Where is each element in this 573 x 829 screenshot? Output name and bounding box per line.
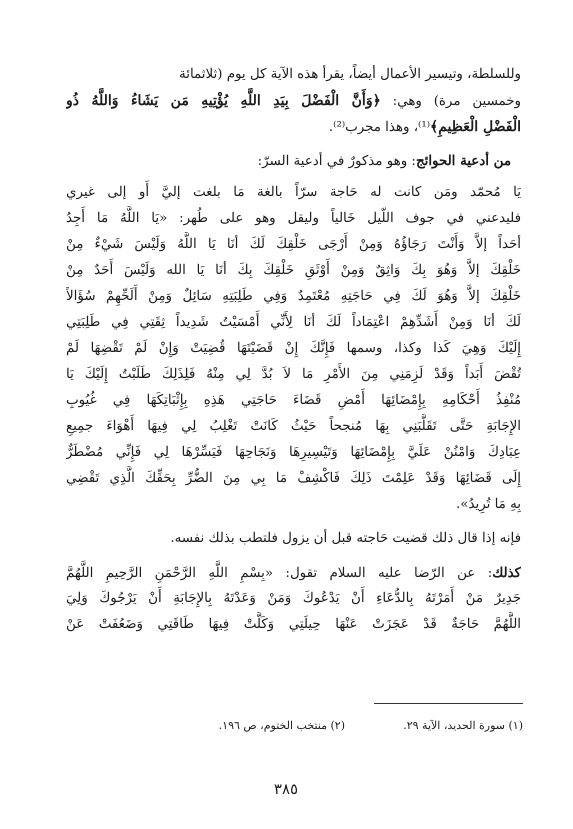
footnote-2: (٢) منتخب الختوم، ص ١٩٦. <box>218 719 345 732</box>
kadhalika-heading: كذلك <box>492 565 521 581</box>
text-line-1: وللسلطة، وتيسير الأعمال أيضاً، يقرأ هذه الآية كل يوم (ثلاثمائة <box>179 67 521 82</box>
text-line-6: فليدعني في جوف اللّيل خَالياً وليقل وهو على طُهر: «يَا اللَّهُ مَا أَجِدُ <box>66 211 521 226</box>
text-line-5: يَا مُحمّد ومَن كانت له حَاجة سرّاً بالغة مَا بلغت إليَّ أَو إلى غيري <box>66 185 521 200</box>
text-line-18: فإنه إذا قال ذلك قضيت حَاجته قبل أن يزول فلتطب بذلك نفسه. <box>170 531 521 546</box>
text-line-13: مُنْفِذُ أَحْكَامِهِ بِإِمْضَائِهَا أَمْضِ قَضَاءَ حَاجَتِي هَذِهِ بِإِثْبَاتِكَهَا فِي غُيُوبِ <box>66 393 521 408</box>
section-heading-line: من أدعية الحوائج: وهو مذكورٌ في أدعية السرّ: <box>257 153 511 169</box>
text-line-14: الإِجَابَةِ حَتَّى تَقَلَّبَنِي بِهَا مُنجحاً حَيْثُ كَانَتْ تَغْلِبُ لِي فِيهَا أَهْوَاءَ جمِيعِ <box>66 419 521 434</box>
text-line-3: الْفَضْلِ الْعَظِيمِ﴾⁽¹⁾، وهذا مجرب⁽²⁾. <box>328 119 521 135</box>
text-line-7: أحَداً إلاَّ وَأَنْتَ رَجَاؤُهُ وَمِنْ أَرْجَى خَلْقِكَ لَكَ أنَا يَا اللَّهُ وَلَيْسَ شَيْءٌ مِنْ <box>66 237 521 252</box>
text-line-12: تُقْضَ أَبَداً وَقَدْ لَزِمَنِي مِنَ الأَمْرِ مَا لاَ بُدَّ لِي مِنْهُ فَلِذَلِكَ طَلَبْتُ إِلَيْكَ يَا <box>66 367 521 382</box>
text-line-8: خَلْقِكَ إلاَّ وَهُوَ بِكَ وَاثِقٌ وَمِنْ أَوْثَقِ خَلْقِكَ بِكَ أنَا يَا الله وَلَيْسَ أَحَدٌ مِنْ <box>66 263 521 278</box>
footnote-1: (١) سورة الحديد، الآية ٢٩. <box>403 719 523 732</box>
text-line-15: عِبَادِكَ وَامْنُنْ عَلَيَّ بِإِمْضَائِهَا وَتَيْسِيرِهَا وَنَجَاحِهَا فَيَسِّرْهَا لِي فَإِنِّي مُضْطَرٌّ <box>66 445 521 460</box>
text-line-11: إِلَيْكَ وَهِيَ كَذا وكذا، وسمها فَإِنَّكَ إِنْ قَضَيْتَهَا قُضِيَتْ وَإِنْ لَمْ تَقْضِهَا لَمْ <box>66 341 521 356</box>
quran-verse: ﴿وَأَنَّ الْفَضْلَ بِيَدِ اللَّهِ يُؤْتِيهِ مَن يَشَاءُ وَاللَّهُ ذُو <box>66 93 381 109</box>
text-line-16: إِلَى قَضَائِهَا وَقَدْ عَلِمْتَ ذَلِكَ فَاكْشِفْ مَا بِي مِنَ الضُّرِّ بِحَقِّكَ الَّذِي تَقْضِي <box>66 471 521 486</box>
page-number: ٣٨٥ <box>273 780 299 798</box>
text-line-19: كذلك: عن الرّضا عليه السلام تقول: «بِسْمِ اللَّهِ الرَّحْمَنِ الرَّحِيمِ اللَّهُمَّ <box>66 565 521 581</box>
section-heading: من أدعية الحوائج <box>415 153 511 169</box>
text-line-21: اللَّهُمَّ حَاجَةٌ قَدْ عَجَزَتْ عَنْهَا حِيلَتِي وَكَلَّتْ فِيهَا طَاقَتِي وَضَعُفَتْ عَنْ <box>66 617 521 632</box>
text-line-9: خَلْقِكَ إلاَّ وَهُوَ لَكَ فِي حَاجَتِهِ مُعْتَمِدٌ وَفِي طَلِبَتِهِ سَائِلٌ وَمِنْ أَلَحِّهِمْ سُؤَالاً <box>66 289 521 304</box>
text-line-10: لَكَ أنَا وَمِنْ أَشَدِّهِمْ اعْتِمَاداً لَكَ أنَا لِأَنِّي أَمْسَيْتُ شَدِيداً ثِقَتِي فِي طَلِبَتِي <box>66 315 521 330</box>
text-line-20: جَدِيرٌ مَنْ أَمَرْتَهُ بِالدُّعَاءِ أَنْ يَدْعُوكَ وَمَنْ وَعَدْتَهُ بِالإِجَابَةِ أَنْ يَرْجُوكَ وَلِيَ <box>66 591 521 606</box>
quran-verse-end: الْفَضْلِ الْعَظِيمِ﴾ <box>430 119 521 135</box>
text-line-2: وخمسين مرة) وهي: ﴿وَأَنَّ الْفَضْلَ بِيَدِ اللَّهِ يُؤْتِيهِ مَن يَشَاءُ وَاللَّهُ ذُو <box>66 93 521 109</box>
text-line-17: بِهِ مَا تُرِيدُ». <box>456 497 521 512</box>
footnote-separator <box>374 703 523 704</box>
